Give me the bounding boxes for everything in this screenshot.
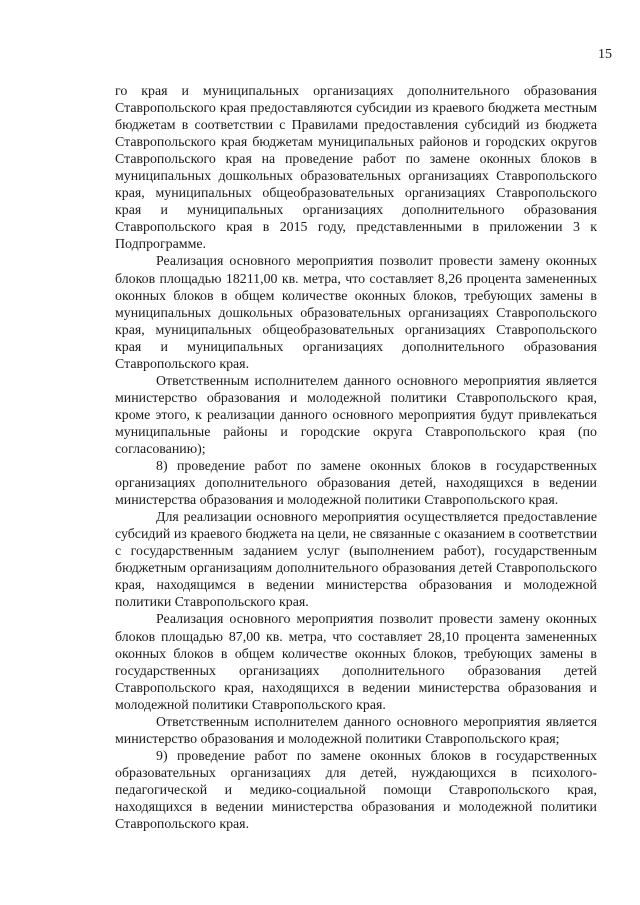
paragraph-responsible-executor: Ответственным исполнителем данного основного мероприятия является министерство образования и молодежной политики Ставропольского края, кроме этого, к реализации данного основного мероприятия будут привлекаться муниципальные районы и городские округа Ставропольского края (по согласованию); bbox=[115, 373, 597, 457]
page-number: 15 bbox=[598, 47, 612, 62]
paragraph-implementation-state: Реализация основного мероприятия позволит провести замену оконных блоков площадью 87,00 кв. метра, что составляет 28,10 процента замененных оконных блоков в общем количестве оконных блоков, требующих замены в государственных организациях дополнительного образования детей Ставропольского края, находящихся в ведении министерства образования и молодежной политики Ставропольского края. bbox=[115, 612, 597, 713]
list-item-9: 9) проведение работ по замене оконных блоков в государственных образовательных организациях для детей, нуждающихся в психолого-педагогической и медико-социальной помощи Ставропольского края, находящихся в ведении министерства образования и молодежной политики Ставропольского края. bbox=[115, 748, 597, 833]
document-body bbox=[115, 83, 597, 833]
list-item-8: 8) проведение работ по замене оконных блоков в государственных организациях дополнительного образования детей, находящихся в ведении министерства образования и молодежной политики Ставропольского края. bbox=[115, 459, 597, 509]
paragraph-continuation: го края и муниципальных организациях дополнительного образования Ставропольского края предоставляются субсидии из краевого бюджета местным бюджетам в соответствии с Правилами предоставления субсидий из бюджета Ставропольского края бюджетам муниципальных районов и городских округов Ставропольского края на проведение работ по замене оконных блоков в муниципальных дошкольных образовательных организациях Ставропольского края, муниципальных общеобразовательных организациях Ставропольского края и муниципальных организациях дополнительного образования Ставропольского края в 2015 году, представленными в приложении 3 к Подпрограмме. bbox=[115, 84, 597, 253]
paragraph-responsible-ministry: Ответственным исполнителем данного основного мероприятия является министерство образования и молодежной политики Ставропольского края; bbox=[115, 714, 597, 747]
paragraph-implementation-municipal: Реализация основного мероприятия позволит провести замену оконных блоков площадью 18211,00 кв. метра, что составляет 8,26 процента замененных оконных блоков в общем количестве оконных блоков, требующих замены в муниципальных дошкольных образовательных организациях Ставропольского края, муниципальных общеобразовательных организациях Ставропольского края и муниципальных организациях дополнительного образования Ставропольского края. bbox=[115, 254, 597, 372]
paragraph-subsidy-provision: Для реализации основного мероприятия осуществляется предоставление субсидий из краевого бюджета на цели, не связанные с оказанием в соответствии с государственным заданием услуг (выполнением работ), государственным бюджетным организациям дополнительного образования детей Ставропольского края, находящимся в ведении министерства образования и молодежной политики Ставропольского края. bbox=[115, 510, 597, 611]
